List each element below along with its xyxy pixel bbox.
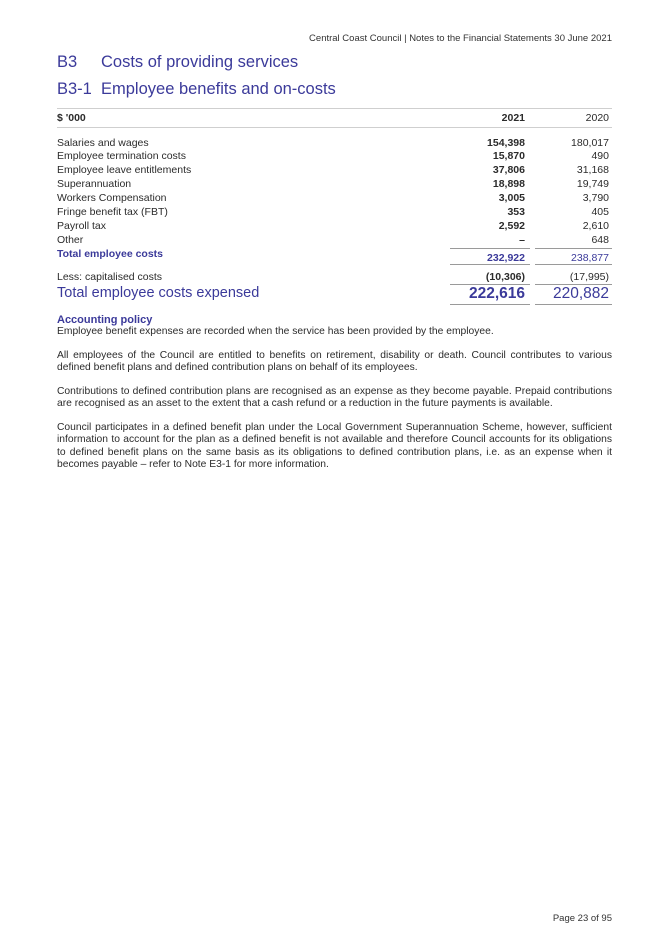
policy-paragraph-1: Employee benefit expenses are recorded when the service has been provided by the employee. xyxy=(57,326,494,337)
section-number: B3 xyxy=(57,53,78,71)
subsection-number: B3-1 xyxy=(57,80,92,98)
total-2020: 238,877 xyxy=(571,252,609,264)
less-2021: (10,306) xyxy=(485,271,525,283)
policy-paragraph-2: All employees of the Council are entitled to benefits on retirement, disability or death. Council contributes to various defined benefit plans and defined contribution plans on behalf of its employees. xyxy=(57,350,612,374)
value-2020: 3,790 xyxy=(582,192,609,204)
value-2021: 154,398 xyxy=(487,137,525,149)
policy-heading: Accounting policy xyxy=(57,314,153,326)
value-2020: 2,610 xyxy=(582,220,609,232)
column-header-2020: 2020 xyxy=(585,112,609,124)
row-label: Salaries and wages xyxy=(57,137,149,149)
header-rule xyxy=(57,127,612,128)
total-label: Total employee costs xyxy=(57,248,164,260)
policy-paragraph-4: Council participates in a defined benefit plan under the Local Government Superannuation Scheme, however, sufficient information to account for the plan as a defined benefit is not available and therefore Council accounts for its obligations to defined benefit plans on the same basis as its obligations to defined contribution plans, i.e. as an expense when it becomes payable – refer to Note E3-1 for more information. xyxy=(57,422,612,470)
expensed-rule-2020 xyxy=(535,304,612,305)
value-2020: 19,749 xyxy=(576,178,609,190)
less-2020: (17,995) xyxy=(569,271,609,283)
section-title: Costs of providing services xyxy=(101,53,299,71)
value-2021: 37,806 xyxy=(492,164,525,176)
expensed-rule-2021 xyxy=(450,304,530,305)
total-row xyxy=(57,248,612,262)
value-2021: – xyxy=(519,234,525,246)
table-header-row xyxy=(57,112,612,126)
total-rule-2020 xyxy=(535,264,612,265)
row-label: Employee leave entitlements xyxy=(57,164,192,176)
table-row xyxy=(57,220,612,234)
expensed-row xyxy=(57,285,612,303)
less-label: Less: capitalised costs xyxy=(57,271,163,283)
table-row xyxy=(57,150,612,164)
unit-label: $ '000 xyxy=(57,112,86,124)
row-label: Employee termination costs xyxy=(57,150,186,162)
table-row xyxy=(57,234,612,248)
policy-paragraph-3: Contributions to defined contribution plans are recognised as an expense as they become payable. Prepaid contributions are recognised as an asset to the extent that a cash refund or a reduction in the future payments is available. xyxy=(57,386,612,410)
table-row xyxy=(57,178,612,192)
total-2021: 232,922 xyxy=(487,252,525,264)
row-label: Superannuation xyxy=(57,178,132,190)
subsection-title: Employee benefits and on-costs xyxy=(101,80,336,98)
row-label: Workers Compensation xyxy=(57,192,167,204)
row-label: Payroll tax xyxy=(57,220,107,232)
value-2021: 18,898 xyxy=(492,178,525,190)
table-row xyxy=(57,164,612,178)
expensed-2021: 222,616 xyxy=(468,285,525,302)
value-2021: 353 xyxy=(507,206,525,218)
value-2021: 3,005 xyxy=(498,192,525,204)
value-2021: 15,870 xyxy=(492,150,525,162)
value-2020: 490 xyxy=(591,150,609,162)
table-row xyxy=(57,137,612,151)
less-row xyxy=(57,271,612,285)
value-2020: 180,017 xyxy=(571,137,609,149)
page-number: Page 23 of 95 xyxy=(552,913,612,924)
expensed-2020: 220,882 xyxy=(552,285,609,302)
value-2020: 648 xyxy=(591,234,609,246)
total-rule-2021 xyxy=(450,264,530,265)
value-2020: 31,168 xyxy=(576,164,609,176)
table-row xyxy=(57,192,612,206)
expensed-label: Total employee costs expensed xyxy=(57,285,260,301)
value-2021: 2,592 xyxy=(498,220,525,232)
table-row xyxy=(57,206,612,220)
table-top-rule xyxy=(57,108,612,109)
row-label: Other xyxy=(57,234,84,246)
value-2020: 405 xyxy=(591,206,609,218)
page-header: Central Coast Council | Notes to the Financial Statements 30 June 2021 xyxy=(309,33,612,44)
row-label: Fringe benefit tax (FBT) xyxy=(57,206,168,218)
column-header-2021: 2021 xyxy=(501,112,525,124)
